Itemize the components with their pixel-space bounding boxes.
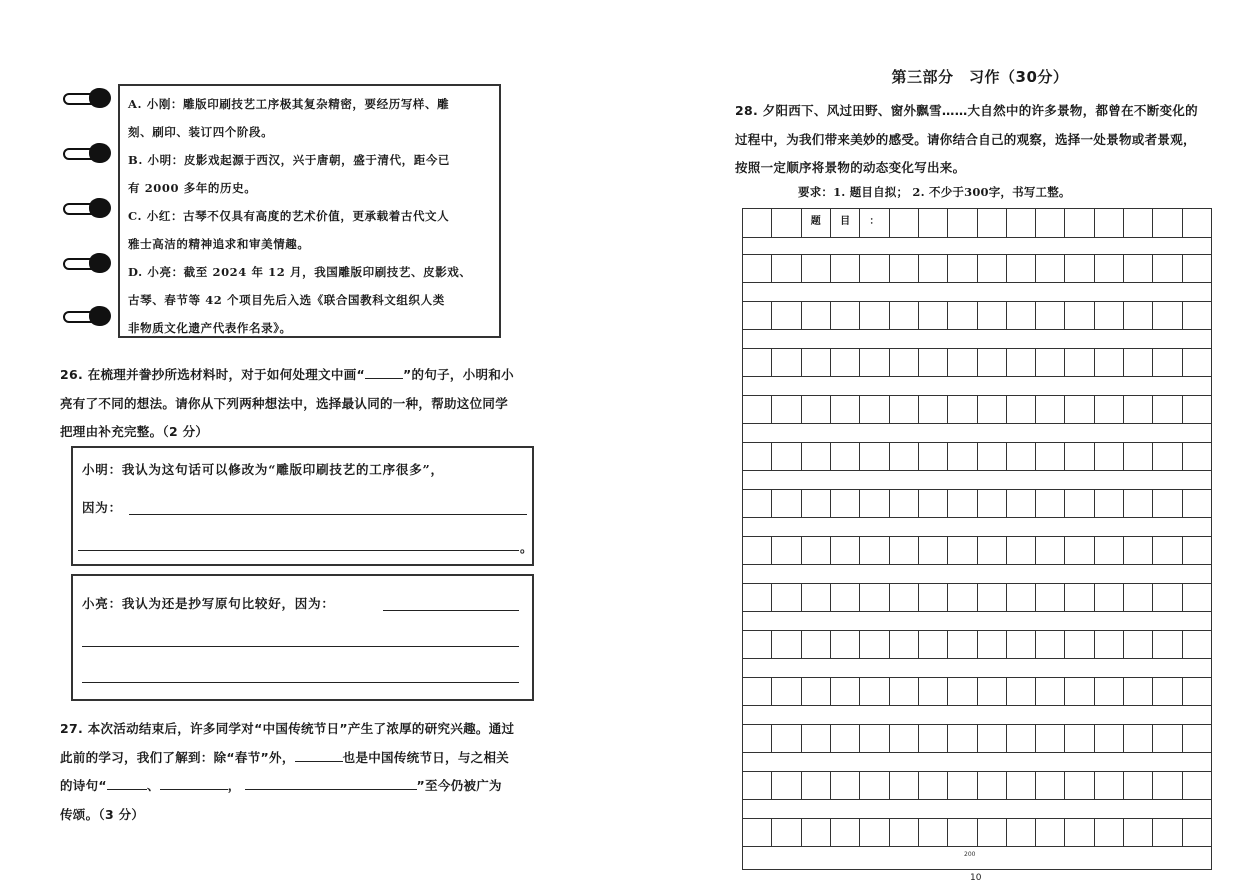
grid-cell[interactable] [1064, 819, 1093, 846]
grid-cell[interactable] [1123, 584, 1152, 611]
grid-cell[interactable] [771, 302, 800, 329]
question-26 [60, 361, 550, 447]
grid-cell[interactable] [918, 302, 947, 329]
grid-cell[interactable] [889, 255, 918, 282]
grid-cell[interactable] [801, 396, 830, 423]
poem-blank-1[interactable] [107, 775, 147, 790]
grid-cell[interactable] [1035, 302, 1064, 329]
materials-card [118, 84, 501, 338]
grid-cell[interactable] [859, 255, 888, 282]
grid-cell[interactable] [830, 302, 859, 329]
q27-text: 27. 本次活动结束后，许多同学对“中国传统节日”产生了浓厚的研究兴趣。通过 [60, 721, 515, 736]
grid-cell[interactable] [1064, 772, 1093, 799]
grid-cell[interactable] [1094, 678, 1123, 705]
grid-cell[interactable] [1152, 349, 1181, 376]
q26-text: 把理由补充完整。（2 分） [60, 424, 209, 439]
grid-cell[interactable] [743, 209, 771, 237]
q28-text: 过程中，为我们带来美妙的感受。请你结合自己的观察，选择一处景物或者景观， [735, 131, 1196, 147]
poem-blank-3[interactable] [245, 775, 417, 790]
grid-cell[interactable] [1123, 490, 1152, 517]
grid-cell[interactable] [1094, 819, 1123, 846]
q27-text: 也是中国传统节日，与之相关 [342, 749, 510, 765]
question-28 [735, 97, 1225, 183]
grid-cell[interactable] [977, 490, 1006, 517]
grid-cell[interactable] [771, 584, 800, 611]
grid-cell[interactable] [743, 819, 771, 846]
grid-cell[interactable] [947, 819, 976, 846]
grid-cell[interactable] [859, 537, 888, 564]
grid-cell[interactable] [977, 209, 1006, 237]
q28-text: 28. 夕阳西下、风过田野、窗外飘雪……大自然中的许多景物，都曾在不断变化的 [735, 103, 1198, 118]
grid-cell[interactable] [771, 537, 800, 564]
grid-cell[interactable] [889, 819, 918, 846]
grid-cell[interactable] [1094, 302, 1123, 329]
grid-cell[interactable] [977, 819, 1006, 846]
grid-cell[interactable] [1006, 209, 1035, 237]
grid-row [743, 209, 1211, 238]
grid-cell[interactable] [830, 537, 859, 564]
grid-cell[interactable] [1094, 490, 1123, 517]
grid-cell[interactable] [918, 819, 947, 846]
grid-cell[interactable] [947, 209, 976, 237]
grid-cell[interactable] [977, 631, 1006, 658]
grid-cell[interactable] [801, 819, 830, 846]
grid-cell[interactable] [1182, 772, 1211, 799]
grid-cell[interactable] [743, 537, 771, 564]
grid-cell[interactable] [918, 537, 947, 564]
grid-cell[interactable] [1006, 302, 1035, 329]
grid-cell[interactable] [771, 443, 800, 470]
material-line: D. 小亮：截至 2024 年 12 月，我国雕版印刷技艺、皮影戏、 [128, 265, 472, 279]
grid-cell[interactable] [801, 349, 830, 376]
grid-cell[interactable] [889, 725, 918, 752]
grid-cell[interactable] [743, 678, 771, 705]
grid-cell[interactable] [889, 396, 918, 423]
grid-cell[interactable] [918, 255, 947, 282]
material-line: 刻、刷印、装订四个阶段。 [128, 125, 274, 139]
grid-cell[interactable] [889, 349, 918, 376]
grid-cell[interactable] [1094, 631, 1123, 658]
grid-cell[interactable] [1152, 302, 1181, 329]
grid-cell[interactable] [801, 772, 830, 799]
xiaoliang-option-box [71, 574, 534, 701]
grid-cell[interactable] [1094, 537, 1123, 564]
grid-cell[interactable] [1123, 302, 1152, 329]
grid-cell[interactable] [1035, 209, 1064, 237]
grid-cell[interactable] [947, 537, 976, 564]
grid-cell[interactable] [918, 678, 947, 705]
grid-cell[interactable] [918, 725, 947, 752]
grid-cell[interactable] [918, 443, 947, 470]
grid-row [743, 630, 1211, 659]
binder-ring-icon [63, 253, 113, 273]
grid-cell[interactable] [1182, 443, 1211, 470]
grid-cell[interactable] [918, 396, 947, 423]
grid-cell[interactable] [1064, 443, 1093, 470]
grid-cell[interactable] [889, 537, 918, 564]
grid-cell[interactable] [801, 584, 830, 611]
grid-cell[interactable] [1123, 678, 1152, 705]
grid-cell[interactable] [947, 678, 976, 705]
grid-cell[interactable] [801, 537, 830, 564]
grid-cell[interactable] [1152, 537, 1181, 564]
grid-row [743, 254, 1211, 283]
grid-cell[interactable] [830, 725, 859, 752]
material-line: 有 2000 多年的历史。 [128, 181, 257, 195]
q27-text: 此前的学习，我们了解到：除“春节”外， [60, 749, 295, 765]
grid-cell[interactable] [889, 772, 918, 799]
q27-text: ”至今仍被广为 [416, 778, 502, 793]
grid-cell[interactable] [1006, 725, 1035, 752]
grid-cell[interactable] [889, 678, 918, 705]
grid-cell[interactable] [743, 631, 771, 658]
grid-cell[interactable] [859, 725, 888, 752]
grid-cell[interactable] [1064, 302, 1093, 329]
writing-requirements: 要求：1. 题目自拟； 2. 不少于300字，书写工整。 [798, 185, 1071, 199]
grid-cell[interactable] [801, 255, 830, 282]
grid-row [743, 771, 1211, 800]
grid-cell[interactable] [1035, 255, 1064, 282]
grid-cell[interactable] [771, 490, 800, 517]
grid-cell[interactable] [771, 631, 800, 658]
grid-cell[interactable] [830, 678, 859, 705]
grid-cell[interactable] [1123, 772, 1152, 799]
grid-cell[interactable] [1123, 443, 1152, 470]
grid-cell[interactable] [1006, 443, 1035, 470]
grid-row [743, 489, 1211, 518]
grid-cell[interactable] [947, 584, 976, 611]
xiaoliang-answer-line-3[interactable] [82, 682, 519, 683]
grid-cell[interactable] [771, 772, 800, 799]
q26-text: 26. 在梳理并誊抄所选材料时，对于如何处理文中画“ [60, 367, 366, 382]
grid-row [743, 395, 1211, 424]
grid-cell[interactable] [1182, 349, 1211, 376]
grid-cell[interactable] [830, 490, 859, 517]
grid-cell[interactable] [1006, 631, 1035, 658]
q27-text: 传颂。（3 分） [60, 806, 145, 822]
grid-cell[interactable] [771, 349, 800, 376]
grid-cell[interactable] [1152, 443, 1181, 470]
grid-cell[interactable] [830, 255, 859, 282]
grid-cell[interactable] [1006, 678, 1035, 705]
grid-row [743, 583, 1211, 612]
grid-cell[interactable] [977, 349, 1006, 376]
section-title: 第三部分 习作（30分） [891, 68, 1069, 86]
grid-cell[interactable] [1035, 631, 1064, 658]
grid-cell[interactable] [830, 772, 859, 799]
material-line: 古琴、春节等 42 个项目先后入选《联合国教科文组织人类 [128, 293, 445, 307]
grid-cell[interactable] [977, 396, 1006, 423]
grid-cell[interactable] [1123, 349, 1152, 376]
xiaoliang-statement: 小亮：我认为还是抄写原句比较好，因为： [82, 596, 335, 611]
binder-rings [63, 88, 115, 338]
grid-cell[interactable] [918, 631, 947, 658]
grid-cell[interactable] [1182, 537, 1211, 564]
character-count-marker: 200 [964, 851, 976, 858]
grid-cell[interactable] [1035, 772, 1064, 799]
binder-ring-icon [63, 143, 113, 163]
grid-cell[interactable] [743, 490, 771, 517]
grid-cell[interactable] [1035, 584, 1064, 611]
xiaoming-because-label: 因为： [82, 500, 122, 515]
grid-row [743, 536, 1211, 565]
grid-cell[interactable] [830, 631, 859, 658]
grid-cell[interactable] [1006, 349, 1035, 376]
grid-cell[interactable] [1094, 725, 1123, 752]
grid-cell[interactable] [771, 396, 800, 423]
question-27 [60, 715, 550, 829]
grid-cell[interactable] [918, 584, 947, 611]
xiaoliang-answer-line-2[interactable] [82, 646, 519, 647]
material-line: 雅士高洁的精神追求和审美情趣。 [128, 237, 310, 251]
grid-cell[interactable] [1094, 772, 1123, 799]
xiaoming-end-mark: 。 [520, 540, 534, 555]
grid-cell[interactable] [771, 819, 800, 846]
grid-cell[interactable] [859, 819, 888, 846]
grid-cell[interactable] [1064, 631, 1093, 658]
material-line: B. 小明：皮影戏起源于西汉，兴于唐朝，盛于清代，距今已 [128, 153, 451, 167]
grid-cell[interactable] [918, 772, 947, 799]
grid-cell[interactable] [743, 349, 771, 376]
grid-cell[interactable] [1064, 537, 1093, 564]
grid-cell[interactable] [801, 302, 830, 329]
grid-cell[interactable] [947, 396, 976, 423]
grid-cell[interactable] [1152, 631, 1181, 658]
grid-cell[interactable] [1152, 255, 1181, 282]
grid-cell[interactable] [947, 443, 976, 470]
grid-cell[interactable] [1152, 678, 1181, 705]
grid-cell[interactable] [771, 725, 800, 752]
grid-cell[interactable] [1006, 584, 1035, 611]
grid-cell[interactable] [1123, 725, 1152, 752]
grid-cell[interactable] [1035, 443, 1064, 470]
xiaoliang-answer-line-1[interactable] [383, 610, 519, 611]
grid-cell[interactable] [889, 631, 918, 658]
grid-cell[interactable] [977, 584, 1006, 611]
grid-cell[interactable] [859, 678, 888, 705]
grid-cell[interactable] [977, 678, 1006, 705]
grid-row [743, 301, 1211, 330]
grid-cell[interactable] [771, 678, 800, 705]
grid-row [743, 442, 1211, 471]
grid-cell[interactable] [1035, 537, 1064, 564]
grid-cell[interactable] [1094, 443, 1123, 470]
grid-cell[interactable] [1064, 396, 1093, 423]
grid-row [743, 724, 1211, 753]
q26-inline-blank [365, 364, 403, 379]
grid-cell[interactable] [1064, 490, 1093, 517]
poem-blank-2[interactable] [160, 775, 228, 790]
grid-cell[interactable] [1064, 678, 1093, 705]
q28-text: 按照一定顺序将景物的动态变化写出来。 [735, 160, 966, 175]
grid-cell[interactable] [977, 443, 1006, 470]
grid-cell[interactable] [830, 443, 859, 470]
binder-ring-icon [63, 88, 113, 108]
grid-cell[interactable] [947, 772, 976, 799]
grid-cell[interactable] [830, 819, 859, 846]
grid-row [743, 348, 1211, 377]
xiaoming-option-box [71, 446, 534, 566]
q27-text: ， [227, 778, 241, 793]
grid-cell[interactable] [1094, 349, 1123, 376]
grid-cell[interactable] [1006, 537, 1035, 564]
grid-cell[interactable] [771, 255, 800, 282]
grid-cell[interactable] [1035, 490, 1064, 517]
grid-cell[interactable] [801, 490, 830, 517]
grid-cell[interactable] [1123, 631, 1152, 658]
grid-cell[interactable] [743, 772, 771, 799]
q26-text: 亮有了不同的想法。请你从下列两种想法中，选择最认同的一种，帮助这位同学 [60, 395, 509, 411]
grid-cell[interactable] [1006, 490, 1035, 517]
grid-cell[interactable] [1152, 772, 1181, 799]
grid-cell[interactable] [1123, 255, 1152, 282]
grid-cell[interactable] [1182, 396, 1211, 423]
grid-cell[interactable] [859, 631, 888, 658]
grid-cell[interactable] [859, 490, 888, 517]
grid-cell[interactable] [743, 584, 771, 611]
q27-text: 、 [146, 778, 160, 793]
grid-cell[interactable] [1035, 678, 1064, 705]
grid-cell[interactable] [1182, 678, 1211, 705]
grid-cell[interactable] [1123, 396, 1152, 423]
page-number: 10 [970, 873, 982, 883]
grid-cell[interactable] [1064, 725, 1093, 752]
composition-grid [742, 208, 1212, 870]
grid-cell[interactable]: ： [859, 209, 888, 237]
grid-cell[interactable] [859, 349, 888, 376]
grid-cell[interactable] [1152, 396, 1181, 423]
grid-cell[interactable] [743, 443, 771, 470]
binder-ring-icon [63, 306, 113, 326]
grid-cell[interactable] [947, 725, 976, 752]
grid-cell[interactable] [1035, 396, 1064, 423]
grid-cell[interactable] [1094, 255, 1123, 282]
grid-cell[interactable] [1182, 725, 1211, 752]
grid-cell[interactable] [918, 490, 947, 517]
grid-cell[interactable] [889, 209, 918, 237]
xiaoming-answer-line-1[interactable] [129, 514, 527, 515]
grid-cell[interactable] [889, 490, 918, 517]
grid-cell[interactable] [1152, 725, 1181, 752]
binder-ring-icon [63, 198, 113, 218]
grid-cell[interactable] [947, 349, 976, 376]
q26-text: ”的句子，小明和小 [403, 367, 514, 382]
grid-cell[interactable] [830, 584, 859, 611]
material-line: C. 小红：古琴不仅具有高度的艺术价值，更承载着古代文人 [128, 209, 450, 223]
grid-cell[interactable]: 题 [801, 209, 830, 237]
grid-cell[interactable] [977, 725, 1006, 752]
grid-cell[interactable] [1006, 772, 1035, 799]
grid-cell[interactable] [743, 302, 771, 329]
material-line: 非物质文化遗产代表作名录》。 [128, 321, 292, 335]
grid-cell[interactable] [1035, 725, 1064, 752]
grid-cell[interactable] [1035, 819, 1064, 846]
grid-cell[interactable] [859, 772, 888, 799]
grid-cell[interactable] [1152, 819, 1181, 846]
xiaoming-statement: 小明：我认为这句话可以修改为“雕版印刷技艺的工序很多”， [82, 462, 444, 477]
grid-cell[interactable] [771, 209, 800, 237]
grid-cell[interactable] [889, 584, 918, 611]
grid-cell[interactable] [1152, 209, 1181, 237]
grid-cell[interactable] [1182, 819, 1211, 846]
xiaoming-answer-line-2[interactable] [78, 550, 519, 551]
grid-cell[interactable] [1094, 209, 1123, 237]
grid-cell[interactable] [801, 678, 830, 705]
grid-cell[interactable] [977, 772, 1006, 799]
grid-cell[interactable] [947, 490, 976, 517]
grid-cell[interactable] [1182, 490, 1211, 517]
grid-cell[interactable] [977, 537, 1006, 564]
grid-cell[interactable] [1152, 490, 1181, 517]
grid-cell[interactable] [743, 396, 771, 423]
grid-cell[interactable]: 目 [830, 209, 859, 237]
grid-cell[interactable] [859, 584, 888, 611]
grid-cell[interactable] [947, 631, 976, 658]
grid-cell[interactable] [1006, 396, 1035, 423]
grid-cell[interactable] [1123, 537, 1152, 564]
festival-blank[interactable] [295, 747, 343, 762]
grid-cell[interactable] [889, 302, 918, 329]
grid-cell[interactable] [1064, 255, 1093, 282]
grid-cell[interactable] [801, 631, 830, 658]
grid-cell[interactable] [1064, 349, 1093, 376]
grid-cell[interactable] [1064, 584, 1093, 611]
grid-row [743, 677, 1211, 706]
grid-cell[interactable] [743, 255, 771, 282]
grid-cell[interactable] [1152, 584, 1181, 611]
grid-cell[interactable] [1064, 209, 1093, 237]
grid-cell[interactable] [743, 725, 771, 752]
grid-cell[interactable] [1182, 209, 1211, 237]
grid-cell[interactable] [830, 349, 859, 376]
grid-cell[interactable] [1094, 396, 1123, 423]
grid-cell[interactable] [1035, 349, 1064, 376]
grid-cell[interactable] [830, 396, 859, 423]
grid-cell[interactable] [947, 255, 976, 282]
grid-cell[interactable] [1182, 631, 1211, 658]
grid-cell[interactable] [1182, 255, 1211, 282]
grid-cell[interactable] [801, 725, 830, 752]
grid-cell[interactable] [1006, 255, 1035, 282]
grid-cell[interactable] [859, 302, 888, 329]
grid-cell[interactable] [859, 443, 888, 470]
q27-text: 的诗句“ [60, 778, 107, 793]
grid-cell[interactable] [1123, 209, 1152, 237]
grid-cell[interactable] [918, 349, 947, 376]
grid-cell[interactable] [801, 443, 830, 470]
grid-cell[interactable] [947, 302, 976, 329]
grid-cell[interactable] [1182, 302, 1211, 329]
grid-cell[interactable] [889, 443, 918, 470]
grid-cell[interactable] [1182, 584, 1211, 611]
grid-cell[interactable] [977, 255, 1006, 282]
material-line: A. 小刚：雕版印刷技艺工序极其复杂精密，要经历写样、雕 [128, 97, 450, 111]
grid-cell[interactable] [859, 396, 888, 423]
grid-cell[interactable] [918, 209, 947, 237]
grid-cell[interactable] [1123, 819, 1152, 846]
grid-cell[interactable] [1006, 819, 1035, 846]
grid-cell[interactable] [977, 302, 1006, 329]
grid-cell[interactable] [1094, 584, 1123, 611]
grid-row [743, 818, 1211, 847]
